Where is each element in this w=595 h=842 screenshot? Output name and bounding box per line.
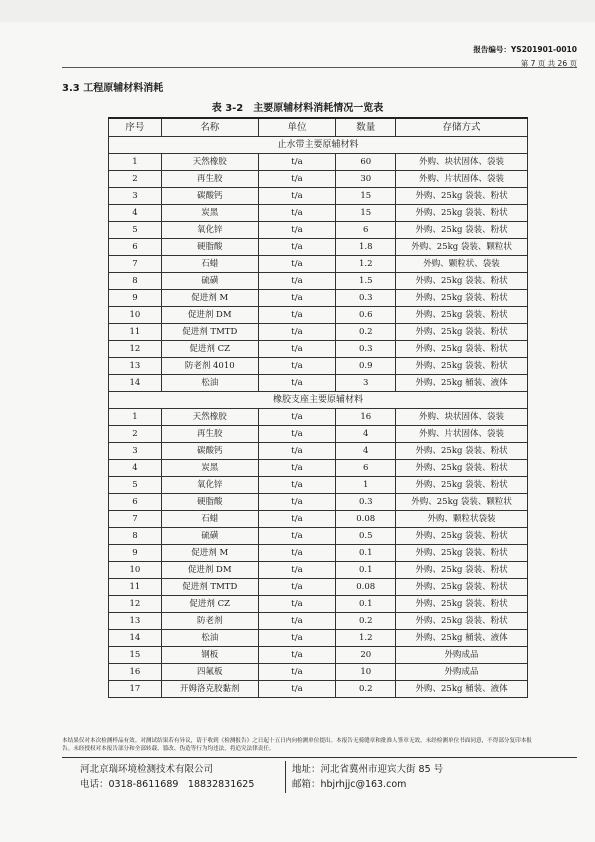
cell-storage: 外购、25kg 桶装、液体	[396, 681, 528, 698]
cell-storage: 外购、25kg 桶装、液体	[396, 630, 528, 647]
table-row	[109, 443, 528, 460]
cell-storage: 外购、25kg 袋装、粉状	[396, 613, 528, 630]
table-row	[109, 545, 528, 562]
cell-index: 5	[109, 222, 162, 239]
cell-name: 开姆洛克胶黏剂	[161, 681, 258, 698]
cell-unit: t/a	[258, 630, 336, 647]
table-row	[109, 647, 528, 664]
cell-name: 氧化锌	[161, 222, 258, 239]
cell-unit: t/a	[258, 562, 336, 579]
cell-unit: t/a	[258, 290, 336, 307]
cell-index: 7	[109, 511, 162, 528]
cell-quantity: 0.1	[336, 596, 396, 613]
cell-index: 2	[109, 426, 162, 443]
company-email: 邮箱：hbjrhjjc@163.com	[292, 779, 407, 790]
cell-quantity: 10	[336, 664, 396, 681]
cell-quantity: 0.1	[336, 545, 396, 562]
cell-index: 10	[109, 307, 162, 324]
cell-storage: 外购成品	[396, 647, 528, 664]
cell-name: 促进剂 DM	[161, 562, 258, 579]
cell-index: 8	[109, 528, 162, 545]
cell-index: 12	[109, 341, 162, 358]
table-row	[109, 409, 528, 426]
cell-storage: 外购、25kg 袋装、粉状	[396, 290, 528, 307]
cell-quantity: 3	[336, 375, 396, 392]
table-row	[109, 273, 528, 290]
cell-name: 天然橡胶	[161, 409, 258, 426]
footer-contact	[80, 762, 254, 792]
disclaimer-footnote: 本结果仅对本次检测样品有效。对测试结果若有异议，请于收到《检测报告》之日起十五日内向检测单位提出。本报告无骑缝章和批准人签章无效。未经检测单位书面同意，不得部分复印本报告。未经授权对本报告部分和全部转载、篡改、伪造等行为均违法，将追究法律责任。	[62, 738, 532, 752]
col-header-name: 名称	[161, 118, 258, 137]
table-row	[109, 562, 528, 579]
cell-unit: t/a	[258, 613, 336, 630]
table-row	[109, 324, 528, 341]
cell-index: 8	[109, 273, 162, 290]
cell-name: 促进剂 TMTD	[161, 579, 258, 596]
phone-numbers: 电话：0318-8611689 18832831625	[80, 779, 255, 790]
cell-index: 16	[109, 664, 162, 681]
cell-storage: 外购、25kg 袋装、粉状	[396, 205, 528, 222]
table-caption: 表 3-2 主要原辅材料消耗情况一览表	[211, 103, 384, 114]
cell-quantity: 0.08	[336, 511, 396, 528]
table-row	[109, 171, 528, 188]
cell-name: 氧化锌	[161, 477, 258, 494]
cell-storage: 外购成品	[396, 664, 528, 681]
cell-index: 13	[109, 358, 162, 375]
cell-unit: t/a	[258, 477, 336, 494]
cell-name: 松油	[161, 630, 258, 647]
cell-unit: t/a	[258, 324, 336, 341]
cell-unit: t/a	[258, 647, 336, 664]
page-info: 第 7 页 共 26 页	[520, 59, 577, 68]
cell-unit: t/a	[258, 443, 336, 460]
footer-address-block	[292, 762, 443, 792]
cell-name: 促进剂 CZ	[161, 341, 258, 358]
cell-quantity: 0.9	[336, 358, 396, 375]
cell-storage: 外购、25kg 袋装、粉状	[396, 528, 528, 545]
cell-unit: t/a	[258, 494, 336, 511]
col-header-quantity: 数量	[336, 118, 396, 137]
cell-unit: t/a	[258, 664, 336, 681]
table-row	[109, 460, 528, 477]
cell-unit: t/a	[258, 579, 336, 596]
table-row	[109, 426, 528, 443]
cell-quantity: 6	[336, 460, 396, 477]
cell-quantity: 0.3	[336, 341, 396, 358]
cell-name: 促进剂 TMTD	[161, 324, 258, 341]
cell-index: 7	[109, 256, 162, 273]
cell-storage: 外购、25kg 袋装、粉状	[396, 273, 528, 290]
cell-quantity: 4	[336, 426, 396, 443]
table-row	[109, 307, 528, 324]
table-row	[109, 375, 528, 392]
cell-name: 硬脂酸	[161, 494, 258, 511]
cell-storage: 外购、25kg 袋装、粉状	[396, 596, 528, 613]
header-divider	[62, 67, 577, 68]
cell-unit: t/a	[258, 273, 336, 290]
cell-name: 防老剂	[161, 613, 258, 630]
cell-name: 硫磺	[161, 273, 258, 290]
cell-storage: 外购、25kg 袋装、粉状	[396, 324, 528, 341]
cell-unit: t/a	[258, 409, 336, 426]
materials-table	[108, 117, 528, 698]
cell-unit: t/a	[258, 307, 336, 324]
col-header-unit: 单位	[258, 118, 336, 137]
cell-index: 4	[109, 205, 162, 222]
table-row	[109, 290, 528, 307]
group-title: 橡胶支座主要原辅材料	[109, 392, 528, 409]
report-header	[473, 44, 577, 69]
cell-name: 碳酸钙	[161, 188, 258, 205]
cell-storage: 外购、25kg 袋装、颗粒状	[396, 494, 528, 511]
cell-quantity: 0.2	[336, 681, 396, 698]
cell-quantity: 1.2	[336, 630, 396, 647]
cell-storage: 外购、25kg 袋装、粉状	[396, 222, 528, 239]
table-row	[109, 664, 528, 681]
cell-storage: 外购、25kg 袋装、粉状	[396, 307, 528, 324]
company-address: 地址：河北省冀州市迎宾大街 85 号	[292, 764, 444, 775]
cell-storage: 外购、25kg 袋装、粉状	[396, 460, 528, 477]
cell-name: 四氟板	[161, 664, 258, 681]
table-row	[109, 205, 528, 222]
cell-unit: t/a	[258, 341, 336, 358]
cell-quantity: 0.3	[336, 290, 396, 307]
table-row	[109, 477, 528, 494]
footer-divider	[62, 757, 577, 758]
cell-quantity: 6	[336, 222, 396, 239]
cell-name: 促进剂 M	[161, 545, 258, 562]
cell-quantity: 30	[336, 171, 396, 188]
cell-quantity: 0.6	[336, 307, 396, 324]
cell-storage: 外购、块状固体、袋装	[396, 154, 528, 171]
table-row	[109, 222, 528, 239]
cell-quantity: 16	[336, 409, 396, 426]
cell-index: 11	[109, 579, 162, 596]
cell-unit: t/a	[258, 545, 336, 562]
cell-index: 10	[109, 562, 162, 579]
cell-unit: t/a	[258, 596, 336, 613]
table-row	[109, 341, 528, 358]
cell-name: 炭黑	[161, 460, 258, 477]
cell-storage: 外购、25kg 袋装、粉状	[396, 341, 528, 358]
cell-name: 松油	[161, 375, 258, 392]
table-row	[109, 256, 528, 273]
col-header-index: 序号	[109, 118, 162, 137]
cell-unit: t/a	[258, 426, 336, 443]
cell-storage: 外购、片状固体、袋装	[396, 426, 528, 443]
section-title: 3.3 工程原辅材料消耗	[62, 83, 164, 94]
cell-name: 炭黑	[161, 205, 258, 222]
cell-quantity: 60	[336, 154, 396, 171]
cell-storage: 外购、25kg 袋装、粉状	[396, 358, 528, 375]
cell-quantity: 0.1	[336, 562, 396, 579]
cell-quantity: 0.2	[336, 613, 396, 630]
top-band	[0, 0, 595, 22]
cell-storage: 外购、颗粒状、袋装	[396, 256, 528, 273]
cell-unit: t/a	[258, 375, 336, 392]
cell-unit: t/a	[258, 188, 336, 205]
cell-storage: 外购、25kg 袋装、粉状	[396, 477, 528, 494]
group-title-row	[109, 392, 528, 409]
cell-quantity: 0.5	[336, 528, 396, 545]
cell-name: 天然橡胶	[161, 154, 258, 171]
cell-name: 石蜡	[161, 256, 258, 273]
table-row	[109, 528, 528, 545]
cell-name: 再生胶	[161, 426, 258, 443]
group-title-row	[109, 137, 528, 154]
cell-unit: t/a	[258, 681, 336, 698]
cell-index: 14	[109, 630, 162, 647]
cell-name: 硬脂酸	[161, 239, 258, 256]
cell-index: 1	[109, 154, 162, 171]
cell-quantity: 4	[336, 443, 396, 460]
cell-unit: t/a	[258, 528, 336, 545]
table-row	[109, 494, 528, 511]
cell-index: 3	[109, 188, 162, 205]
cell-name: 碳酸钙	[161, 443, 258, 460]
footer-separator	[285, 761, 286, 793]
cell-index: 2	[109, 171, 162, 188]
cell-quantity: 0.2	[336, 324, 396, 341]
cell-unit: t/a	[258, 460, 336, 477]
group-title: 止水带主要原辅材料	[109, 137, 528, 154]
cell-name: 再生胶	[161, 171, 258, 188]
table-header-row	[109, 118, 528, 137]
company-name: 河北京瑞环境检测技术有限公司	[80, 764, 214, 775]
table-row	[109, 630, 528, 647]
cell-index: 12	[109, 596, 162, 613]
cell-quantity: 20	[336, 647, 396, 664]
col-header-storage: 存储方式	[396, 118, 528, 137]
table-row	[109, 596, 528, 613]
table-body	[109, 137, 528, 698]
cell-unit: t/a	[258, 222, 336, 239]
cell-name: 促进剂 M	[161, 290, 258, 307]
cell-storage: 外购、25kg 袋装、粉状	[396, 188, 528, 205]
cell-index: 4	[109, 460, 162, 477]
cell-unit: t/a	[258, 239, 336, 256]
cell-index: 1	[109, 409, 162, 426]
cell-index: 13	[109, 613, 162, 630]
cell-storage: 外购、25kg 桶装、液体	[396, 375, 528, 392]
cell-storage: 外购、25kg 袋装、粉状	[396, 579, 528, 596]
cell-unit: t/a	[258, 358, 336, 375]
cell-index: 15	[109, 647, 162, 664]
cell-name: 石蜡	[161, 511, 258, 528]
table-row	[109, 613, 528, 630]
cell-index: 9	[109, 290, 162, 307]
cell-storage: 外购、25kg 袋装、粉状	[396, 562, 528, 579]
cell-quantity: 15	[336, 205, 396, 222]
cell-name: 促进剂 CZ	[161, 596, 258, 613]
cell-index: 6	[109, 494, 162, 511]
cell-unit: t/a	[258, 511, 336, 528]
cell-storage: 外购、25kg 袋装、颗粒状	[396, 239, 528, 256]
cell-index: 11	[109, 324, 162, 341]
cell-storage: 外购、25kg 袋装、粉状	[396, 443, 528, 460]
cell-index: 9	[109, 545, 162, 562]
cell-quantity: 1.8	[336, 239, 396, 256]
cell-name: 防老剂 4010	[161, 358, 258, 375]
cell-quantity: 1	[336, 477, 396, 494]
cell-index: 5	[109, 477, 162, 494]
cell-name: 促进剂 DM	[161, 307, 258, 324]
cell-quantity: 0.3	[336, 494, 396, 511]
cell-unit: t/a	[258, 154, 336, 171]
cell-unit: t/a	[258, 171, 336, 188]
report-code: 报告编号：YS201901-0010	[473, 45, 577, 54]
cell-storage: 外购、片状固体、袋装	[396, 171, 528, 188]
cell-storage: 外购、颗粒状袋装	[396, 511, 528, 528]
cell-index: 6	[109, 239, 162, 256]
cell-storage: 外购、25kg 袋装、粉状	[396, 545, 528, 562]
cell-name: 钢板	[161, 647, 258, 664]
cell-quantity: 1.2	[336, 256, 396, 273]
table-row	[109, 154, 528, 171]
table-row	[109, 239, 528, 256]
table-row	[109, 511, 528, 528]
table-row	[109, 681, 528, 698]
cell-storage: 外购、块状固体、袋装	[396, 409, 528, 426]
cell-quantity: 1.5	[336, 273, 396, 290]
cell-unit: t/a	[258, 205, 336, 222]
cell-name: 硫磺	[161, 528, 258, 545]
table-row	[109, 188, 528, 205]
cell-index: 17	[109, 681, 162, 698]
cell-quantity: 15	[336, 188, 396, 205]
cell-quantity: 0.08	[336, 579, 396, 596]
cell-index: 14	[109, 375, 162, 392]
cell-unit: t/a	[258, 256, 336, 273]
cell-index: 3	[109, 443, 162, 460]
table-row	[109, 579, 528, 596]
table-row	[109, 358, 528, 375]
